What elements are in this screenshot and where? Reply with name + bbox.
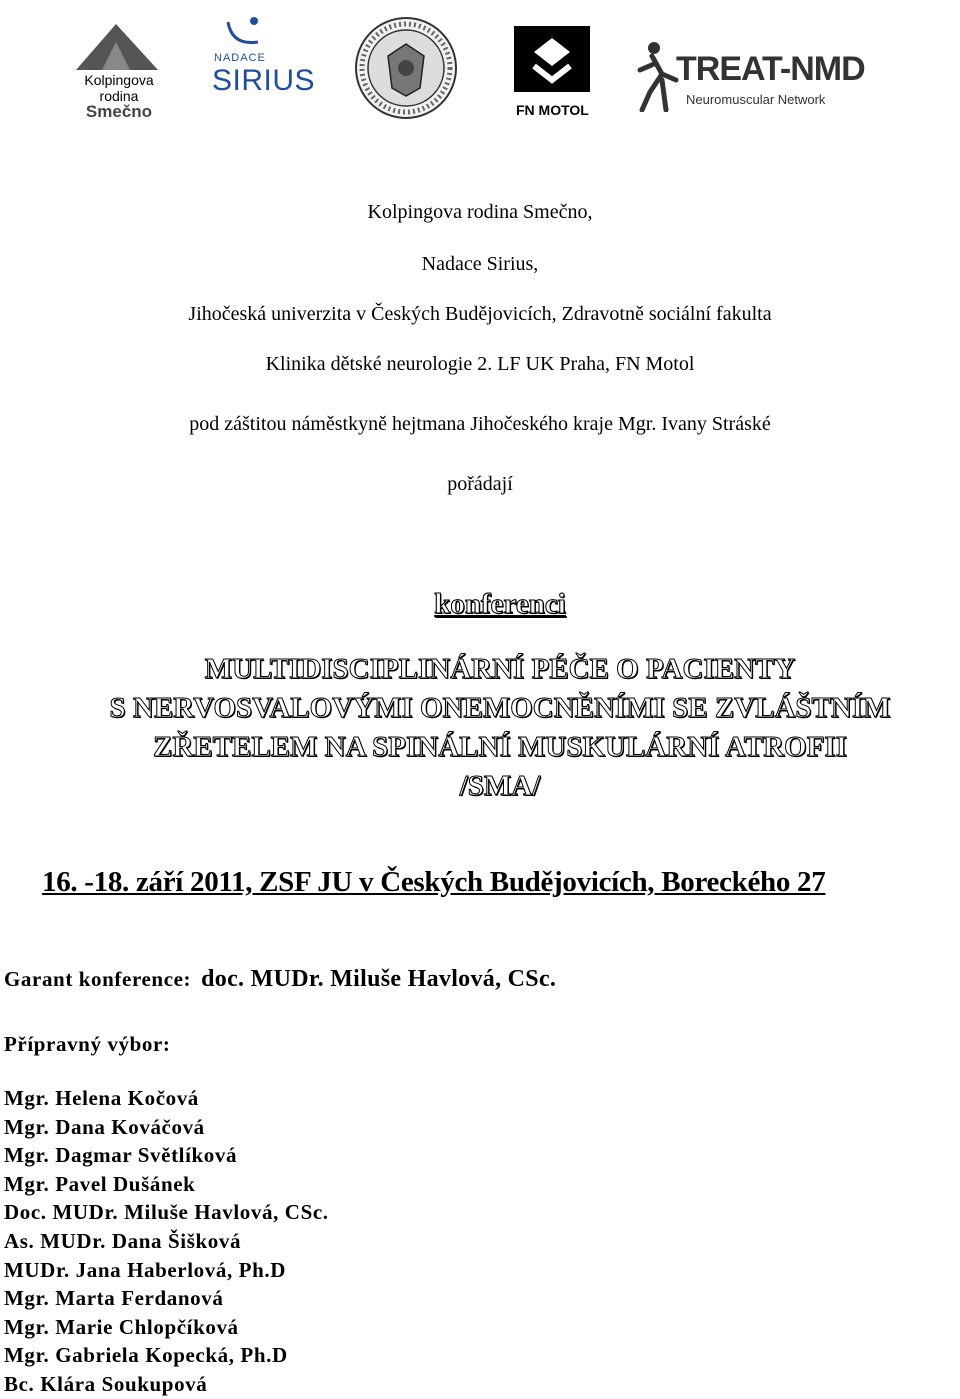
patronage-line: pod záštitou náměstkyně hejtmana Jihočeského kraje Mgr. Ivany Stráské <box>189 413 771 435</box>
logo-row <box>0 0 960 140</box>
guarantor-label: Garant konference: <box>4 967 192 991</box>
title-line: /SMA/ <box>459 770 541 802</box>
committee-member: Mgr. Marie Chlopčíková <box>4 1314 239 1339</box>
sirius-line2: SIRIUS <box>212 64 316 97</box>
title-line: S NERVOSVALOVÝMI ONEMOCNĚNÍMI SE ZVLÁŠTNÍM <box>109 692 891 724</box>
organizer-line: Klinika dětské neurologie 2. LF UK Praha, FN Motol <box>265 353 695 375</box>
title-line: ZŘETELEM NA SPINÁLNÍ MUSKULÁRNÍ ATROFII <box>153 731 847 763</box>
committee-member: MUDr. Jana Haberlová, Ph.D <box>4 1257 286 1282</box>
committee-member: Mgr. Gabriela Kopecká, Ph.D <box>4 1343 288 1368</box>
organizer-line: Jihočeská univerzita v Českých Budějovicích, Zdravotně sociální fakulta <box>188 303 772 325</box>
conference-title <box>0 650 960 806</box>
kolping-line3: Smečno <box>85 102 153 121</box>
committee-member: Mgr. Dana Kováčová <box>4 1114 205 1139</box>
conference-word: konferenci <box>434 588 566 620</box>
sirius-logo <box>210 16 316 100</box>
organizer-line: Nadace Sirius, <box>421 253 539 275</box>
university-seal-icon <box>354 16 458 120</box>
committee-member: Mgr. Pavel Dušánek <box>4 1171 196 1196</box>
motol-knot-icon <box>506 18 598 100</box>
treat-line2: Neuromuscular Network <box>686 92 826 107</box>
committee-label: Přípravný výbor: <box>4 1032 171 1056</box>
committee-member: Mgr. Marta Ferdanová <box>4 1286 224 1311</box>
organizer-line: Kolpingova rodina Smečno, <box>367 201 593 223</box>
mountain-icon <box>72 22 162 72</box>
guarantor-name: doc. MUDr. Miluše Havlová, CSc. <box>201 966 557 992</box>
committee-list <box>4 1084 329 1399</box>
sirius-swoosh-icon <box>224 16 264 50</box>
date-place: 16. -18. září 2011, ZSF JU v Českých Budějovicích, Boreckého 27 <box>42 866 826 898</box>
committee-member: Doc. MUDr. Miluše Havlová, CSc. <box>4 1200 329 1225</box>
committee-member: As. MUDr. Dana Šišková <box>4 1228 242 1253</box>
motol-text: FN MOTOL <box>516 102 589 118</box>
kolping-line2: rodina <box>99 88 139 104</box>
committee-member: Bc. Klára Soukupová <box>4 1371 208 1396</box>
organize-verb: pořádají <box>447 473 513 495</box>
fn-motol-logo <box>506 18 598 122</box>
title-line: MULTIDISCIPLINÁRNÍ PÉČE O PACIENTY <box>204 653 796 685</box>
kolping-line1: Kolpingova <box>84 72 154 88</box>
guarantor <box>4 966 556 993</box>
university-seal-logo <box>354 16 458 120</box>
sirius-line1: NADACE <box>214 52 266 64</box>
treat-line1: TREAT-NMD <box>676 50 865 88</box>
committee-member: Mgr. Helena Kočová <box>4 1086 199 1110</box>
kolping-logo <box>72 22 162 126</box>
committee-member: Mgr. Dagmar Světlíková <box>4 1143 238 1168</box>
treat-nmd-logo <box>636 40 865 120</box>
